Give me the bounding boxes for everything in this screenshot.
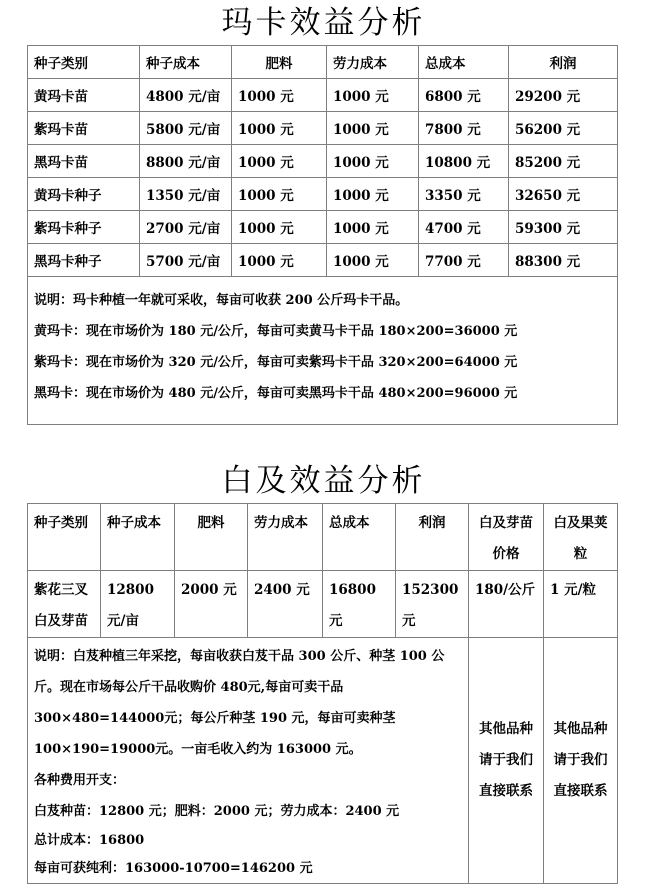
header-seed-cost: 种子成本: [101, 504, 175, 571]
baiji-note-line: 说明：白芨种植三年采挖，每亩收获白芨干品 300 公斤、种茎 100 公斤。现在市场每公斤干品收购价 480元,每亩可卖干品300×480=144000元；每公斤种茎 190 元，每亩可卖种茎 100×190=19000元。一亩毛收入约为 163000 元。: [34, 649, 445, 757]
header-seedling-price: 白及芽苗价格: [469, 504, 544, 571]
cell-profit: 56200 元: [509, 112, 618, 145]
maca-note-line: 黄玛卡：现在市场价为 180 元/公斤，每亩可卖黄马卡干品 180×200=36000 元: [34, 324, 518, 339]
header-total-cost: 总成本: [323, 504, 396, 571]
table-row: [28, 211, 618, 244]
cell-seed-type: 紫玛卡种子: [28, 211, 140, 244]
table-row: [28, 145, 618, 178]
table-row: [28, 571, 618, 638]
cell-seed-type: 黑玛卡种子: [28, 244, 140, 277]
baiji-table: [27, 503, 618, 884]
header-labor-cost: 劳力成本: [248, 504, 323, 571]
header-seed-type: 种子类别: [28, 46, 140, 79]
cell-total-cost: 4700 元: [419, 211, 509, 244]
maca-note-line: 说明：玛卡种植一年就可采收，每亩可收获 200 公斤玛卡干品。: [34, 293, 409, 308]
cell-seed-type: 黄玛卡种子: [28, 178, 140, 211]
header-total-cost: 总成本: [419, 46, 509, 79]
cell-total-cost: 3350 元: [419, 178, 509, 211]
cell-total-cost: 16800 元: [323, 571, 396, 638]
cell-seed-type: 紫花三叉白及芽苗: [28, 571, 101, 638]
cell-labor-cost: 1000 元: [327, 112, 419, 145]
cell-fertilizer: 1000 元: [232, 112, 327, 145]
baiji-header-row: [28, 504, 618, 571]
header-profit: 利润: [396, 504, 469, 571]
cell-seed-type: 黄玛卡苗: [28, 79, 140, 112]
header-fertilizer: 肥料: [232, 46, 327, 79]
cell-labor-cost: 1000 元: [327, 244, 419, 277]
baiji-note-line: 总计成本：16800: [34, 833, 145, 848]
maca-note-line: 紫玛卡：现在市场价为 320 元/公斤，每亩可卖紫玛卡干品 320×200=64000 元: [34, 355, 518, 370]
cell-labor-cost: 1000 元: [327, 178, 419, 211]
cell-seedling-price: 180/公斤: [469, 571, 544, 638]
cell-fertilizer: 2000 元: [175, 571, 248, 638]
header-seed-cost: 种子成本: [140, 46, 232, 79]
table-row: [28, 244, 618, 277]
cell-seed-cost: 1350 元/亩: [140, 178, 232, 211]
cell-seed-type: 黑玛卡苗: [28, 145, 140, 178]
cell-profit: 152300 元: [396, 571, 469, 638]
cell-seed-cost: 12800 元/亩: [101, 571, 175, 638]
cell-profit: 32650 元: [509, 178, 618, 211]
other-varieties-contact: 其他品种请于我们直接联系: [469, 638, 544, 884]
table-row: [28, 79, 618, 112]
maca-table: [27, 45, 618, 425]
header-pod-price: 白及果荚粒: [544, 504, 618, 571]
cell-fertilizer: 1000 元: [232, 211, 327, 244]
cell-seed-type: 紫玛卡苗: [28, 112, 140, 145]
baiji-notes-row: [28, 638, 618, 884]
maca-title: 玛卡效益分析: [221, 5, 426, 41]
maca-notes: [28, 277, 618, 425]
baiji-notes: [28, 638, 469, 884]
cell-pod-price: 1 元/粒: [544, 571, 618, 638]
cell-seed-cost: 5700 元/亩: [140, 244, 232, 277]
baiji-note-line: 各种费用开支：: [34, 773, 126, 788]
cell-labor-cost: 1000 元: [327, 145, 419, 178]
baiji-note-line: 白芨种苗：12800 元；肥料：2000 元；劳力成本：2400 元: [34, 804, 400, 819]
cell-total-cost: 6800 元: [419, 79, 509, 112]
baiji-title: 白及效益分析: [221, 463, 426, 499]
cell-labor-cost: 1000 元: [327, 79, 419, 112]
table-row: [28, 112, 618, 145]
cell-fertilizer: 1000 元: [232, 79, 327, 112]
cell-seed-cost: 2700 元/亩: [140, 211, 232, 244]
header-labor-cost: 劳力成本: [327, 46, 419, 79]
header-fertilizer: 肥料: [175, 504, 248, 571]
header-profit: 利润: [509, 46, 618, 79]
cell-profit: 29200 元: [509, 79, 618, 112]
maca-header-row: [28, 46, 618, 79]
cell-fertilizer: 1000 元: [232, 244, 327, 277]
table-row: [28, 178, 618, 211]
cell-total-cost: 7800 元: [419, 112, 509, 145]
maca-note-line: 黑玛卡：现在市场价为 480 元/公斤，每亩可卖黑玛卡干品 480×200=96000 元: [34, 386, 518, 401]
cell-seed-cost: 4800 元/亩: [140, 79, 232, 112]
cell-seed-cost: 8800 元/亩: [140, 145, 232, 178]
other-varieties-contact: 其他品种请于我们直接联系: [544, 638, 618, 884]
cell-seed-cost: 5800 元/亩: [140, 112, 232, 145]
cell-fertilizer: 1000 元: [232, 178, 327, 211]
cell-labor-cost: 2400 元: [248, 571, 323, 638]
maca-notes-row: [28, 277, 618, 425]
cell-profit: 59300 元: [509, 211, 618, 244]
cell-total-cost: 10800 元: [419, 145, 509, 178]
cell-profit: 85200 元: [509, 145, 618, 178]
baiji-note-line: 每亩可获纯利：163000-10700=146200 元: [34, 861, 313, 876]
cell-labor-cost: 1000 元: [327, 211, 419, 244]
header-seed-type: 种子类别: [28, 504, 101, 571]
cell-fertilizer: 1000 元: [232, 145, 327, 178]
cell-profit: 88300 元: [509, 244, 618, 277]
cell-total-cost: 7700 元: [419, 244, 509, 277]
